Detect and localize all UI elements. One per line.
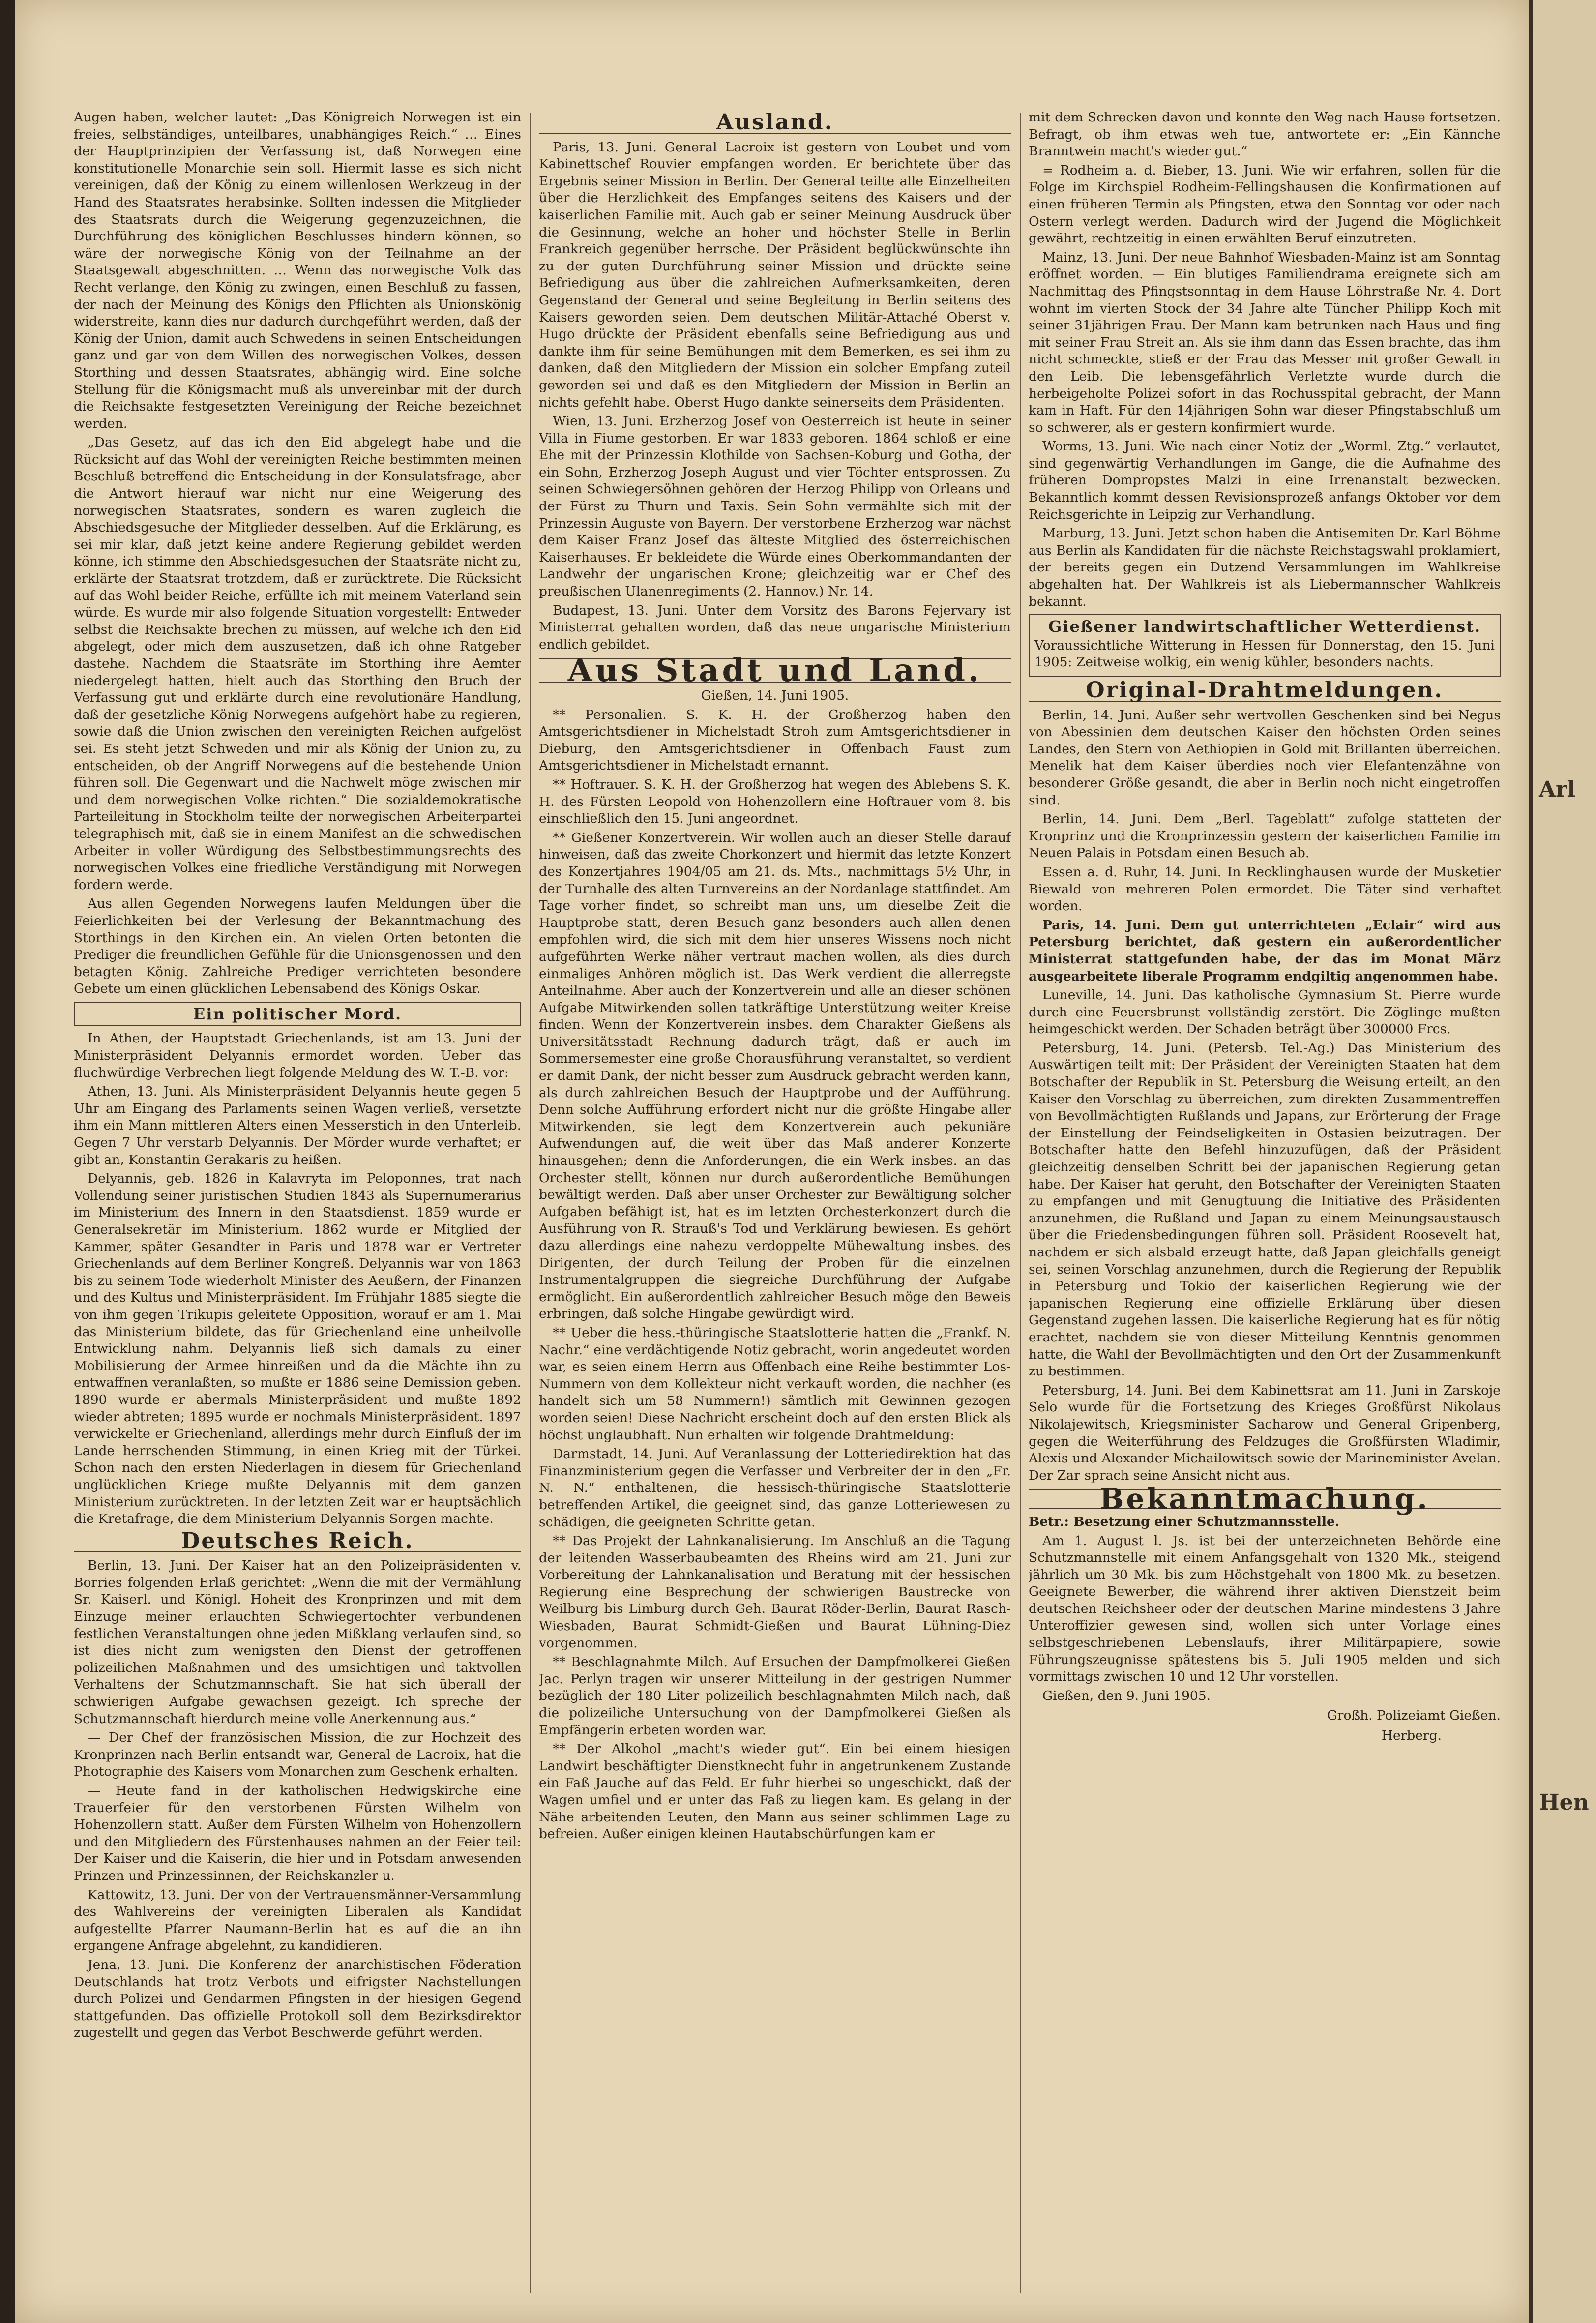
draht-text-6: Petersburg, 14. Juni. (Petersb. Tel.-Ag.) Das Ministerium des Auswärtigen teilt mit: Der Präsident der Vereinigten Staaten hat dem Botschafter der Republik in St. Petersburg die Weisung erteilt, an den Kaiser den Vorschlag zu überreichen, zum direkten Zusammentreffen von Bevollmächtigten Rußlands und Japans, zur Erörterung der Frage der Einstellung der Feindseligkeiten in Ostasien beizutragen. Der Botschafter hatte den Befehl hinzuzufügen, daß der Präsident gleichzeitig denselben Schritt bei der japanischen Regierung getan habe. Der Kaiser hat geruht, den Botschafter der Vereinigten Staaten zu empfangen und mit Genugtuung die Initiative des Präsidenten anzunehmen, die Rußland und Japan zu einem Meinungsaustausch über die Friedensbedingungen führen soll. Präsident Roosevelt hat, nachdem er sich alsbald erzeugt hatte, daß Japan gleichfalls geneigt sei, seinen Vorschlag anzunehmen, durch die Regierung der Republik in Petersburg und Tokio der kaiserlichen Regierung wie der japanischen Regierung eine offizielle Erklärung über diesen Gegenstand zugehen lassen. Die kaiserliche Regierung hat es für nötig erachtet, nachdem sie von dieser Mitteilung Kenntnis genommen hatte, die Wahl der Bevollmächtigten und den Ort der Zusammenkunft zu bestimmen. <box>1029 1040 1501 1379</box>
bekanntmachung-signatory: Herberg. <box>1381 1728 1442 1744</box>
murder-text-1: In Athen, der Hauptstadt Griechenlands, ist am 13. Juni der Ministerpräsident Delyannis ermordet worden. Ueber das fluchwürdige Verbrechen liegt folgende Meldung des W. T.-B. vor: <box>74 1031 521 1080</box>
column-1 <box>74 109 521 2293</box>
deutsches-reich-heading: Deutsches Reich. <box>74 1533 521 1553</box>
stadt-text-1: ** Personalien. S. K. H. der Großherzog haben den Amtsgerichtsdiener in Michelstadt Stroh zum Amtsgerichtsdiener in Dieburg, den Amtsgerichtsdiener in Offenbach Faust zum Amtsgerichtsdiener in Michelstadt ernannt. <box>539 707 1011 774</box>
stadt-text-4: ** Ueber die hess.-thüringische Staatslotterie hatten die „Frankf. N. Nachr.“ eine verdächtigende Notiz gebracht, worin angedeutet worden war, es seien einem Herrn aus Offenbach eine Reihe bestimmter Los-Nummern von dem Kollekteur nicht verkauft worden, die nachher (es handelt sich um 58 Nummern!) sämtlich mit Gewinnen gezogen worden seien! Diese Nachricht erscheint doch auf den ersten Blick als höchst unglaubhaft. Nun erhalten wir folgende Drahtmeldung: <box>539 1325 1011 1443</box>
draht-text-5: Luneville, 14. Juni. Das katholische Gymnasium St. Pierre wurde durch eine Feuersbrunst vollständig zerstört. Die Zöglinge mußten heimgeschickt werden. Der Schaden beträgt über 300000 Frcs. <box>1029 987 1501 1037</box>
political-murder-heading: Ein politischer Mord. <box>74 1002 521 1027</box>
col3-text-3: Mainz, 13. Juni. Der neue Bahnhof Wiesbaden-Mainz ist am Sonntag eröffnet worden. — Ein blutiges Familiendrama ereignete sich am Nachmittag des Pfingstsonntag in dem Hause Löhrstraße Nr. 4. Dort wohnt im vierten Stock der 34 Jahre alte Tüncher Philipp Koch mit seiner 31jährigen Frau. Der Mann kam betrunken nach Haus und fing mit seiner Frau Streit an. Als sie ihm dann das Essen brachte, das ihm nicht schmeckte, stieß er der Frau das Messer mit großer Gewalt in den Leib. Die lebensgefährlich Verletzte wurde durch die herbeigeholte Polizei sofort in das Rochusspital gebracht, der Mann kam in Haft. Für den 14jährigen Sohn war dieser Pfingstabschluß um so schwerer, als er gestern konfirmiert wurde. <box>1029 249 1501 435</box>
col3-text-4: Worms, 13. Juni. Wie nach einer Notiz der „Worml. Ztg.“ verlautet, sind gegenwärtig Verhandlungen im Gange, die die Aufnahme des früheren Dompropstes Malzi in eine Irrenanstalt bezwecken. Bekanntlich kommt dessen Revisionsprozeß anfangs Oktober vor dem Reichsgerichte in Leipzig zur Verhandlung. <box>1029 439 1501 522</box>
draht-text-7: Petersburg, 14. Juni. Bei dem Kabinettsrat am 11. Juni in Zarskoje Selo wurde für die Fortsetzung des Krieges Großfürst Nikolaus Nikolajewitsch, Kriegsminister Sacharow und General Gripenberg, gegen die Weiterführung des Feldzuges die Großfürsten Wladimir, Alexis und Alexander Michailowitsch sowie der Marineminister Avelan. Der Zar sprach seine Ansicht nicht aus. <box>1029 1382 1501 1483</box>
weather-box <box>1029 614 1501 677</box>
reich-text-1: Berlin, 13. Juni. Der Kaiser hat an den Polizeipräsidenten v. Borries folgenden Erlaß gerichtet: „Wenn die mit der Vermählung Sr. Kaiserl. und Königl. Hoheit des Kronprinzen und mit dem Einzuge meiner erlauchten Schwiegertochter verbundenen festlichen Veranstaltungen ohne jeden Mißklang verlaufen sind, so ist dies nicht zum wenigsten den Dienst der getroffenen polizeilichen Maßnahmen und des umsichtigen und taktvollen Verhaltens der Schutzmannschaft. Sie hat sich überall der schwierigen Aufgabe gewachsen gezeigt. Ich spreche der Schutzmannschaft hierdurch meine volle Anerkennung aus.“ <box>74 1558 521 1727</box>
newspaper-page <box>15 0 1529 2323</box>
norway-text-2: „Das Gesetz, auf das ich den Eid abgelegt habe und die Rücksicht auf das Wohl der vereinigten Reiche bestimmten meinen Beschluß betreffend die Entscheidung in der Konsulatsfrage, aber die Antwort hierauf war nicht nur eine Weigerung des norwegischen Staatsrates, sondern es waren zugleich die Abschiedsgesuche der Mitglieder desselben. Auf die Erklärung, es sei mir klar, daß jetzt keine andere Regierung gebildet werden könne, ich stimme den Abschiedsgesuchen der Staatsräte nicht zu, erklärte der Staatsrat trotzdem, daß er zurücktrete. Die Rücksicht auf das Wohl beider Reiche, erfüllte ich mit meinem Vaterland sein würde. Es wurde mir also folgende Situation vorgestellt: Entweder selbst die Reichsakte brechen zu müssen, auf welche ich den Eid abgelegt, oder mich dem auszusetzen, daß ich ohne Ratgeber dastehe. Nachdem die Staatsräte im Storthing ihre Aemter niedergelegt hatten, hielt auch das Storthing den Bruch der Verfassung gut und erklärte durch eine revolutionäre Handlung, daß der gesetzliche König Norwegens aufgehört habe zu regieren, sowie daß die Union zwischen den vereinigten Reichen aufgelöst sei. Es steht jetzt Schweden und mir als König der Union zu, zu entscheiden, ob der Angriff Norwegens auf die bestehende Union führen soll. Die Gegenwart und die Nachwelt möge zwischen mir und dem norwegischen Volke richten.“ Die sozialdemokratische Parteileitung in Stockholm teilte der norwegischen Arbeiterpartei telegraphisch mit, daß sie in einem Manifest an die schwedischen Arbeiter in voller Würdigung des Selbstbestimmungsrechts des norwegischen Volkes eine friedliche Verständigung mit Norwegen fordern werde. <box>74 435 521 893</box>
norway-text-3: Aus allen Gegenden Norwegens laufen Meldungen über die Feierlichkeiten bei der Verlesung der Bekanntmachung des Storthings in den Kirchen ein. An vielen Orten betonten die Prediger die freundlichen Gefühle für die Unionsgenossen und den betagten König. Zahlreiche Prediger verrichteten besondere Gebete um einen glücklichen Lebensabend des Königs Oskar. <box>74 896 521 997</box>
col3-text-2: = Rodheim a. d. Bieber, 13. Juni. Wie wir erfahren, sollen für die Folge im Kirchspiel Rodheim-Fellingshausen die Konfirmationen auf einen früheren Termin als Pfingsten, etwa den Sonntag vor oder nach Ostern verlegt werden. Dadurch wird der Jugend die Möglichkeit gewährt, rechtzeitig in einen erwählten Beruf einzutreten. <box>1029 162 1501 246</box>
weather-text: Voraussichtliche Witterung in Hessen für Donnerstag, den 15. Juni 1905: Zeitweise wolkig, ein wenig kühler, besonders nachts. <box>1034 637 1495 670</box>
murder-text-2: Athen, 13. Juni. Als Ministerpräsident Delyannis heute gegen 5 Uhr am Eingang des Parlaments seinen Wagen verließ, versetzte ihm ein Mann mittleren Alters einen Messerstich in den Unterleib. Gegen 7 Uhr verstarb Delyannis. Der Mörder wurde verhaftet; er gibt an, Konstantin Gerakaris zu heißen. <box>74 1084 521 1167</box>
stadt-text-5: Darmstadt, 14. Juni. Auf Veranlassung der Lotteriedirektion hat das Finanzministerium gegen die Verfasser und Verbreiter der in den „Fr. N. N.“ enthaltenen, die hessisch-thüringische Staatslotterie betreffenden Artikel, die geeignet sind, das ganze Lotteriewesen zu schädigen, die geeigneten Schritte getan. <box>539 1446 1011 1530</box>
col3-text-5: Marburg, 13. Juni. Jetzt schon haben die Antisemiten Dr. Karl Böhme aus Berlin als Kandidaten für die nächste Reichstagswahl proklamiert, der bereits gegen ein Dutzend Versammlungen im Wahlkreise abgehalten hat. Der Wahlkreis ist als Liebermannscher Wahlkreis bekannt. <box>1029 526 1501 609</box>
stadt-text-7: ** Beschlagnahmte Milch. Auf Ersuchen der Dampfmolkerei Gießen Jac. Perlyn tragen wir unserer Mitteilung in der gestrigen Nummer bezüglich der 180 Liter polizeilich beschlagnahmten Milch nach, daß die polizeiliche Untersuchung von der Dampfmolkerei Gießen als Empfängerin erbeten worden war. <box>539 1654 1011 1738</box>
stadt-text-3: ** Gießener Konzertverein. Wir wollen auch an dieser Stelle darauf hinweisen, daß das zweite Chorkonzert und hiermit das letzte Konzert des Konzertjahres 1904/05 am 21. ds. Mts., nachmittags 5½ Uhr, in der Turnhalle des alten Turnvereins an der Nordanlage stattfindet. Am Tage vorher findet, so schreibt man uns, um dieselbe Zeit die Hauptprobe statt, deren Besuch ganz besonders auch allen denen empfohlen wird, die sich mit dem hier unseres Wissens noch nicht aufgeführten Werke näher vertraut machen wollen, als dies durch einmaliges Anhören möglich ist. Das Werk verdient die allerregste Anteilnahme. Aber auch der Konzertverein und alle an dieser schönen Aufgabe Mitwirkenden sollen tatkräftige Unterstützung weiter Kreise finden. Wenn der Konzertverein insbes. dem Charakter Gießens als Universitätsstadt Rechnung dadurch trägt, daß er auch im Sommersemester eine große Chorausführung veranstaltet, so verdient er damit Dank, der nicht besser zum Ausdruck gebracht werden kann, als durch zahlreichen Besuch der Hauptprobe und der Aufführung. Denn solche Aufführung erfordert nicht nur die größte Hingabe aller Mitwirkenden, sie legt dem Konzertverein auch pekuniäre Aufwendungen auf, die weit über das Maß anderer Konzerte hinausgehen; denn die Anforderungen, die ein Werk insbes. an das Orchester stellt, können nur durch außerordentliche Bemühungen bewältigt werden. Daß aber unser Orchester zur Bewältigung solcher Aufgaben befähigt ist, hat es im letzten Orchesterkonzert durch die Ausführung von R. Strauß's Tod und Verklärung bewiesen. Es gehört dazu allerdings eine nahezu verdoppelte Mühewaltung insbes. des Dirigenten, der durch Teilung der Proben für die einzelnen Instrumentalgruppen die siegreiche Durchführung der Aufgabe ermöglicht. Ein außerordentlich zahlreicher Besuch möge den Beweis erbringen, daß solche Hingabe gewürdigt wird. <box>539 830 1011 1322</box>
draht-text-3: Essen a. d. Ruhr, 14. Juni. In Recklinghausen wurde der Musketier Biewald von mehreren Polen ermordet. Die Täter sind verhaftet worden. <box>1029 864 1501 914</box>
column-3 <box>1029 109 1501 2293</box>
draht-text-2: Berlin, 14. Juni. Dem „Berl. Tageblatt“ zufolge statteten der Kronprinz und die Kronprinzessin gestern der kaiserlichen Familie im Neuen Palais in Potsdam einen Besuch ab. <box>1029 811 1501 861</box>
ausland-text-2: Wien, 13. Juni. Erzherzog Josef von Oesterreich ist heute in seiner Villa in Fiume gestorben. Er war 1833 geboren. 1864 schloß er eine Ehe mit der Prinzessin Klothilde von Sachsen-Koburg und Gotha, der ein Sohn, Erzherzog Joseph August und vier Töchter entsprossen. Zu seinen Schwiegersöhnen gehören der Herzog Philipp von Orleans und der Fürst zu Thurn und Taxis. Sein Sohn vermählte sich mit der Prinzessin Auguste von Bayern. Der verstorbene Erzherzog war nächst dem Kaiser Franz Josef das älteste Mitglied des österreichischen Kaiserhauses. Er bekleidete die Würde eines Oberkommandanten der Landwehr der ungarischen Krone; gleichzeitig war er Chef des preußischen Ulanenregiments (2. Hannov.) Nr. 14. <box>539 414 1011 599</box>
drahtmeldungen-heading: Original-Drahtmeldungen. <box>1029 682 1501 702</box>
ausland-heading: Ausland. <box>539 114 1011 134</box>
reich-text-4: Kattowitz, 13. Juni. Der von der Vertrauensmänner-Versammlung des Wahlvereins der vereinigten Liberalen als Kandidat aufgestellte Pfarrer Naumann-Berlin hat es auf die an ihn ergangene Anfrage abgelehnt, zu kandidieren. <box>74 1887 521 1954</box>
adjacent-page-edge <box>1529 0 1596 2323</box>
bekanntmachung-date: Gießen, den 9. Juni 1905. <box>1042 1688 1211 1703</box>
reich-text-2: — Der Chef der französischen Mission, die zur Hochzeit des Kronprinzen nach Berlin entsandt war, General de Lacroix, hat die Photographie des Kaisers vom Monarchen zum Geschenk erhalten. <box>74 1730 521 1780</box>
adjacent-fragment-1: Arl <box>1539 777 1576 802</box>
column-2 <box>539 109 1011 2293</box>
stadt-und-land-heading: Aus Stadt und Land. <box>539 658 1011 683</box>
stadt-text-8: ** Der Alkohol „macht's wieder gut“. Ein bei einem hiesigen Landwirt beschäftigter Dienstknecht fuhr in angetrunkenem Zustande ein Faß Jauche auf das Feld. Er fuhr hierbei so ungeschickt, daß der Wagen umfiel und er unter das Faß zu liegen kam. Es gelang in der Nähe arbeitenden Leuten, den Mann aus seiner schlimmen Lage zu befreien. Außer einigen kleinen Hautabschürfungen kam er <box>539 1741 1011 1842</box>
weather-heading: Gießener landwirtschaftlicher Wetterdienst. <box>1048 617 1481 636</box>
bekanntmachung-authority: Großh. Polizeiamt Gießen. <box>1327 1708 1501 1724</box>
ausland-text-1: Paris, 13. Juni. General Lacroix ist gestern von Loubet und vom Kabinettschef Rouvier empfangen worden. Er berichtete über das Ergebnis seiner Mission in Berlin. Der General teilte alle Einzelheiten über die Herzlichkeit des Empfanges seitens des Kaisers und der kaiserlichen Familie mit. Auch gab er seiner Meinung Ausdruck über die Gesinnung, welche an hoher und höchster Stelle in Berlin Frankreich gegenüber herrsche. Der Präsident beglückwünschte ihn zu der guten Durchführung seiner Mission und drückte seine Befriedigung aus über die zahlreichen Aufmerksamkeiten, deren Gegenstand der General und seine Begleitung in Berlin seitens des Kaisers geworden seien. Dem deutschen Militär-Attaché Oberst v. Hugo drückte der Präsident ebenfalls seine Befriedigung aus und dankte ihm für seine Bemühungen mit dem Bemerken, es sei ihm zu danken, daß den Mitgliedern der Mission ein solcher Empfang zuteil geworden sei und daß es den Mitgliedern der Mission in Berlin an nichts gefehlt habe. Oberst Hugo dankte seinerseits dem Präsidenten. <box>539 139 1011 410</box>
ausland-text-3: Budapest, 13. Juni. Unter dem Vorsitz des Barons Fejervary ist Ministerrat gehalten worden, daß das neue ungarische Ministerium endlich gebildet. <box>539 602 1011 652</box>
stadt-text-6: ** Das Projekt der Lahnkanalisierung. Im Anschluß an die Tagung der leitenden Wasserbaubeamten des Rheins wird am 21. Juni zur Vorbereitung der Lahnkanalisation und Beratung mit der hessischen Regierung eine Besprechung der schwierigen Baustrecke von Weilburg bis Limburg durch Geh. Baurat Röder-Berlin, Baurat Rasch-Wiesbaden, Baurat Schmidt-Gießen und Baurat Lühning-Diez vorgenommen. <box>539 1533 1011 1651</box>
stadt-text-2: ** Hoftrauer. S. K. H. der Großherzog hat wegen des Ablebens S. K. H. des Fürsten Leopold von Hohenzollern eine Hoftrauer vom 8. bis einschließlich den 15. Juni angeordnet. <box>539 776 1011 827</box>
bekanntmachung-heading: Bekanntmachung. <box>1029 1489 1501 1509</box>
col3-text-1: mit dem Schrecken davon und konnte den Weg nach Hause fortsetzen. Befragt, ob ihm etwas weh tue, antwortete er: „Ein Kännche Branntwein macht's wieder gut.“ <box>1029 110 1501 159</box>
reich-text-5: Jena, 13. Juni. Die Konferenz der anarchistischen Föderation Deutschlands hat trotz Verbots und eifrigster Nachstellungen durch Polizei und Gendarmen Pfingsten in der hiesigen Gegend stattgefunden. Das offizielle Protokoll soll dem Bezirksdirektor zugestellt und gegen das Verbot Beschwerde geführt werden. <box>74 1957 521 2041</box>
stadt-dateline: Gießen, 14. Juni 1905. <box>701 688 849 703</box>
adjacent-fragment-2: Hen <box>1539 1790 1589 1815</box>
draht-text-1: Berlin, 14. Juni. Außer sehr wertvollen Geschenken sind bei Negus von Abessinien dem deutschen Kaiser den höchsten Orden seines Landes, den Stern von Aethiopien in Gold mit Brillanten überreichen. Menelik hat dem Kaiser überdies noch vier Elefantenzähne von besonderer Größe gesandt, die aber in Berlin noch nicht eingetroffen sind. <box>1029 707 1501 808</box>
column-rule-1 <box>530 113 531 2293</box>
bekanntmachung-subject: Betr.: Besetzung einer Schutzmannsstelle. <box>1029 1514 1340 1529</box>
reich-text-3: — Heute fand in der katholischen Hedwigskirche eine Trauerfeier für den verstorbenen Fürsten Wilhelm von Hohenzollern statt. Außer dem Fürsten Wilhelm von Hohenzollern und den Mitgliedern des Fürstenhauses nahmen an der Feier teil: Der Kaiser und die Kaiserin, die hier und in Potsdam anwesenden Prinzen und Prinzessinnen, der Reichskanzler u. <box>74 1783 521 1883</box>
column-rule-2 <box>1020 113 1021 2293</box>
draht-text-4: Paris, 14. Juni. Dem gut unterrichteten „Eclair“ wird aus Petersburg berichtet, daß gestern ein außerordentlicher Ministerrat stattgefunden habe, der das im Monat März ausgearbeitete liberale Programm endgiltig angenommen habe. <box>1029 917 1501 984</box>
murder-text-3: Delyannis, geb. 1826 in Kalavryta im Peloponnes, trat nach Vollendung seiner juristischen Studien 1843 als Supernumerarius im Ministerium des Innern in den Staatsdienst. 1859 wurde er Generalsekretär im Ministerium. 1862 wurde er Mitglied der Kammer, später Gesandter in Paris und 1878 war er Vertreter Griechenlands auf dem Berliner Kongreß. Delyannis war von 1863 bis zu seinem Tode wiederholt Minister des Aeußern, der Finanzen und des Kultus und Ministerpräsident. Im Frühjahr 1885 siegte die von ihm gegen Trikupis geleitete Opposition, worauf er am 1. Mai das Ministerium bildete, das für Griechenland eine unheilvolle Entwicklung nahm. Delyannis ließ sich damals zu einer Mobilisierung der Armee hinreißen und da die Mächte ihn zu entwaffnen veranlaßten, so mußte er 1886 seine Demission geben. 1890 wurde er abermals Ministerpräsident und mußte 1892 wieder abtreten; 1895 wurde er nochmals Ministerpräsident. 1897 verwickelte er Griechenland, allerdings mehr durch Einfluß der im Lande herrschenden Stimmung, in einen Krieg mit der Türkei. Schon nach den ersten Niederlagen in diesem für Griechenland unglücklichen Kriege mußte Delyannis mit dem ganzen Ministerium zurücktreten. In der letzten Zeit war er hauptsächlich die Kretafrage, die dem Ministerium Delyannis Sorgen machte. <box>74 1171 521 1527</box>
norway-text-1: Augen haben, welcher lautet: „Das Königreich Norwegen ist ein freies, selbständiges, unteilbares, unabhängiges Reich.“ … Eines der Hauptprinzipien der Verfassung ist, daß Norwegen eine konstitutionelle Monarchie sein soll. Hiermit lasse es sich nicht vereinigen, daß der König zu einem willenlosen Werkzeug in der Hand des Staatsrates herabsinke. Sollten indessen die Mitglieder des Staatsrats durch die Weigerung gegenzuzeichnen, die Durchführung des königlichen Beschlusses hindern können, so wäre der norwegische König von der Teilnahme an der Staatsgewalt abgeschnitten. … Wenn das norwegische Volk das Recht verlange, den König zu zwingen, einen Beschluß zu fassen, der nach der Meinung des Königs den Pflichten als Unionskönig widerstreite, kann dies nur dadurch durchgeführt werden, daß der König der Union, damit auch Schwedens in seinen Entscheidungen ganz und gar von dem Willen des norwegischen Volkes, dessen Storthing und dessen Staatsrates, abhängig wird. Eine solche Stellung für die Königsmacht muß als unvereinbar mit der durch die Reichsakte festgesetzten Vereinigung der Reiche bezeichnet werden. <box>74 110 521 431</box>
bekanntmachung-text: Am 1. August l. Js. ist bei der unterzeichneten Behörde eine Schutzmannstelle mit einem Anfangsgehalt von 1320 Mk., steigend jährlich um 30 Mk. bis zum Höchstgehalt von 1800 Mk. zu besetzen. Geeignete Bewerber, die während ihrer aktiven Dienstzeit beim deutschen Reichsheer oder der deutschen Marine mindestens 3 Jahre Unteroffizier gewesen sind, wollen sich unter Vorlage eines selbstgeschriebenen Lebenslaufs, ihrer Militärpapiere, sowie Führungszeugnisse spätestens bis 5. Juli 1905 melden und sich vormittags zwischen 10 und 12 Uhr vorstellen. <box>1029 1533 1501 1685</box>
